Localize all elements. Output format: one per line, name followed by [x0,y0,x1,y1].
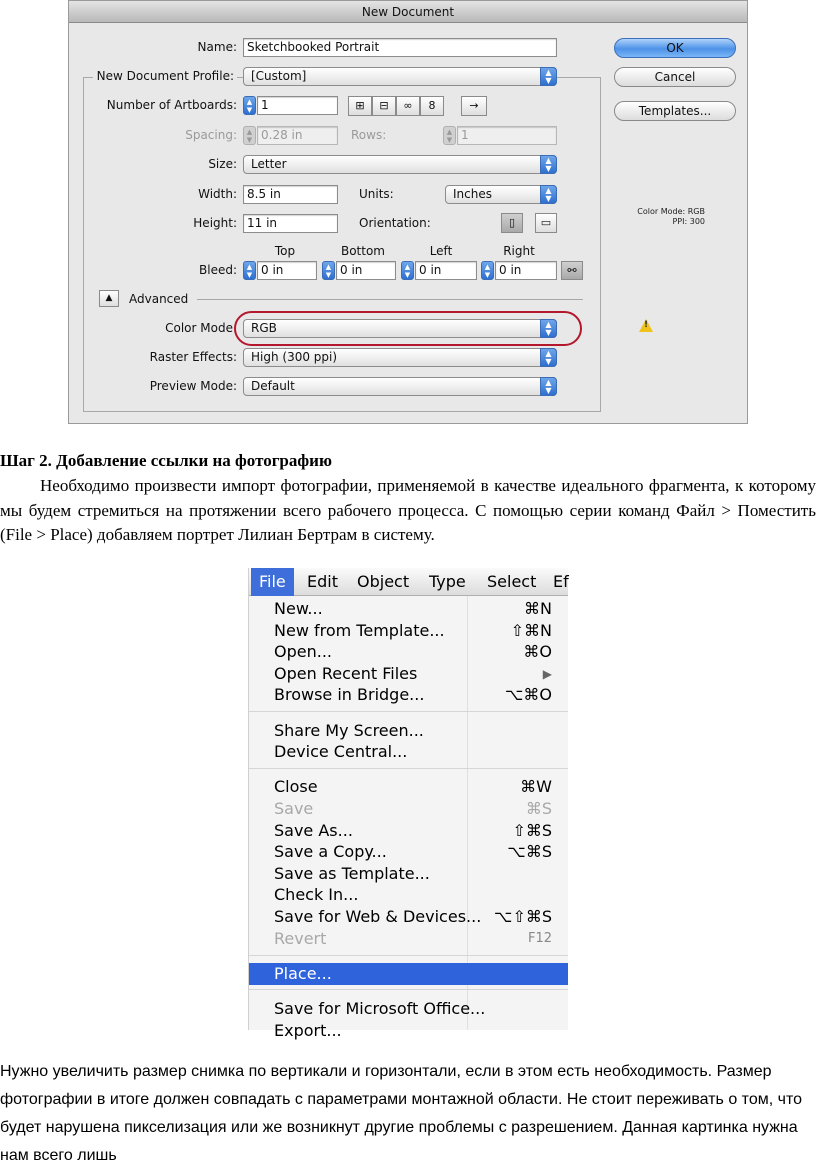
collapse-advanced-icon[interactable]: ▲ [99,290,119,307]
menu-item-open-recent[interactable] [249,663,568,685]
name-label: Name: [197,40,237,54]
menu-item-label: Save for Microsoft Office... [274,999,486,1018]
height-input[interactable]: 11 in [243,214,338,233]
bleed-top-label: Top [274,244,296,258]
menu-item-save-as[interactable] [249,820,568,842]
bleed-left-stepper[interactable]: ▲ ▼ [401,261,414,280]
menu-item-shortcut: ⇧⌘S [512,821,552,840]
menu-effect[interactable]: Ef [553,572,569,591]
arrange-by-row-icon[interactable]: ∞ [396,96,420,116]
chevron-updown-icon: ▲ ▼ [540,185,557,204]
artboards-input[interactable]: 1 [257,96,338,115]
units-label: Units: [359,187,394,201]
chevron-updown-icon: ▲ ▼ [540,348,557,367]
highlight-oval [234,311,582,346]
menu-item-label: Browse in Bridge... [274,685,425,704]
menu-item-label: Export... [274,1021,342,1040]
menu-item-open[interactable] [249,641,568,663]
chevron-updown-icon: ▲ ▼ [540,319,557,338]
menu-item-close[interactable] [249,776,568,798]
preview-mode-label: Preview Mode: [149,379,237,393]
spacing-input[interactable]: 0.28 in [257,126,338,145]
templates-button[interactable]: Templates... [614,101,736,121]
menu-item-revert [249,928,568,950]
preview-mode-select[interactable] [243,377,557,396]
height-label: Height: [193,216,237,230]
menu-item-shortcut: ⌥⇧⌘S [494,907,552,926]
menu-edit[interactable]: Edit [307,572,338,591]
info-color-mode: Color Mode: RGB [637,207,705,216]
step-heading: Шаг 2. Добавление ссылки на фотографию [0,451,332,470]
rows-stepper[interactable]: ▲ ▼ [443,126,456,145]
menu-item-shortcut: ⇧⌘N [510,621,552,640]
document-info [589,207,705,227]
menu-item-label: Save for Web & Devices... [274,907,482,926]
bleed-right-input[interactable]: 0 in [495,261,557,280]
grid-by-row-icon[interactable]: ⊞ [348,96,372,116]
ok-button[interactable]: OK [614,38,736,58]
bleed-right-stepper[interactable]: ▲ ▼ [481,261,494,280]
bleed-top-input[interactable]: 0 in [257,261,317,280]
menu-item-check-in[interactable] [249,884,568,906]
chevron-updown-icon: ▲ ▼ [540,155,557,174]
menu-item-save-copy[interactable] [249,841,568,863]
menu-item-label: Revert [274,929,327,948]
menu-separator [249,989,568,990]
menu-item-label: Save As... [274,821,353,840]
size-label: Size: [208,157,237,171]
menu-separator [249,768,568,769]
arrange-by-column-icon[interactable]: 8 [420,96,444,116]
dialog-title: New Document [69,1,747,23]
menu-item-shortcut: ⌥⌘S [507,842,552,861]
artboards-stepper[interactable]: ▲ ▼ [243,96,256,115]
menu-item-label: Device Central... [274,742,408,761]
menu-item-label: Check In... [274,885,359,904]
cancel-button[interactable]: Cancel [614,67,736,87]
artboards-label: Number of Artboards: [106,98,237,112]
menu-item-shortcut: ⌘W [520,777,552,796]
chevron-updown-icon: ▲ ▼ [540,67,557,86]
info-ppi: PPI: 300 [672,217,705,226]
submenu-arrow-icon: ▶ [542,667,552,681]
size-select-value: Letter [251,157,287,171]
profile-label: New Document Profile: [93,69,237,83]
chevron-updown-icon: ▲ ▼ [540,377,557,396]
menu-item-label: Place... [274,964,332,983]
menu-object[interactable]: Object [357,572,410,591]
menu-item-new[interactable] [249,598,568,620]
menu-item-label: Save a Copy... [274,842,387,861]
profile-select-value: [Custom] [251,69,307,83]
menu-item-label: Save as Template... [274,864,430,883]
menu-item-label: Share My Screen... [274,721,424,740]
menu-item-save-ms-office[interactable] [249,998,568,1020]
grid-by-column-icon[interactable]: ⊟ [372,96,396,116]
menu-item-shortcut: ⌘O [523,642,552,661]
spacing-stepper[interactable]: ▲ ▼ [243,126,256,145]
bleed-left-label: Left [429,244,453,258]
menu-item-shortcut: ⌘N [524,599,552,618]
menu-type[interactable]: Type [429,572,466,591]
intro-paragraph: Необходимо произвести импорт фотографии, применяемой в качестве идеального фрагмента, к которому мы будем стремиться на протяжении всего рабочего процесса. С помощью серии команд Файл > Поместить (File > Place) добавляем портрет Лилиан Бертрам в систему. [0,476,816,544]
profile-select[interactable] [243,67,557,86]
raster-effects-label: Raster Effects: [149,350,237,364]
bleed-left-input[interactable]: 0 in [415,261,477,280]
bleed-top-stepper[interactable]: ▲ ▼ [243,261,256,280]
menu-item-save-template[interactable] [249,863,568,885]
menu-item-share-screen[interactable] [249,720,568,742]
layout-direction-icon[interactable]: → [461,96,487,116]
menu-item-export[interactable] [249,1020,568,1042]
file-menu-screenshot [248,568,569,1040]
menu-item-label: Open... [274,642,332,661]
menu-file[interactable]: File [251,568,294,596]
link-bleed-icon[interactable]: ⚯ [561,261,583,280]
warning-mark: ! [644,320,649,330]
menu-item-shortcut: F12 [527,931,552,946]
new-document-dialog [68,0,748,424]
menu-item-label: Save [274,799,314,818]
bleed-label: Bleed: [199,263,237,277]
name-input[interactable]: Sketchbooked Portrait [243,38,557,57]
advanced-divider [197,299,583,300]
menu-item-label: Close [274,777,318,796]
width-label: Width: [198,187,237,201]
menu-bar [249,568,568,596]
advanced-label: Advanced [129,292,189,306]
orientation-label: Orientation: [359,216,431,230]
spacing-label: Spacing: [185,128,237,142]
resize-paragraph: Нужно увеличить размер снимка по вертикали и горизонтали, если в этом есть необходимость. Размер фотографии в итоге должен совпадать с параметрами монтажной области. Не стоит переживать о том, что будет нарушена пикселизация или же возникнут другие проблемы с разрешением. Данная картинка нужна нам всего лишь [0,1063,802,1164]
bleed-bottom-input[interactable]: 0 in [336,261,396,280]
menu-separator [249,711,568,712]
size-select[interactable] [243,155,557,174]
menu-item-shortcut: ⌥⌘O [504,685,552,704]
raster-effects-select-value: High (300 ppi) [251,350,338,364]
units-select-value: Inches [453,187,492,201]
menu-item-label: New... [274,599,323,618]
menu-item-new-from-template[interactable] [249,620,568,642]
bleed-bottom-stepper[interactable]: ▲ ▼ [322,261,335,280]
portrait-orientation-icon[interactable]: ▯ [501,213,523,233]
preview-mode-select-value: Default [251,379,295,393]
menu-separator [249,955,568,956]
menu-select[interactable]: Select [487,572,537,591]
width-input[interactable]: 8.5 in [243,185,338,204]
units-select[interactable] [445,185,557,204]
bleed-right-label: Right [503,244,535,258]
menu-item-save [249,798,568,820]
menu-item-shortcut: ⌘S [525,799,552,818]
menu-item-browse-bridge[interactable] [249,684,568,706]
landscape-orientation-icon[interactable]: ▭ [535,213,557,233]
color-mode-select-value: RGB [251,321,277,335]
color-mode-label: Color Mode: [165,321,237,335]
menu-item-label: Open Recent Files [274,664,418,683]
raster-effects-select[interactable] [243,348,557,367]
menu-item-place[interactable] [249,963,568,985]
menu-item-device-central[interactable] [249,741,568,763]
rows-input[interactable]: 1 [457,126,557,145]
menu-item-save-for-web[interactable] [249,906,568,928]
menu-item-label: New from Template... [274,621,445,640]
rows-label: Rows: [351,128,387,142]
bleed-bottom-label: Bottom [340,244,385,258]
